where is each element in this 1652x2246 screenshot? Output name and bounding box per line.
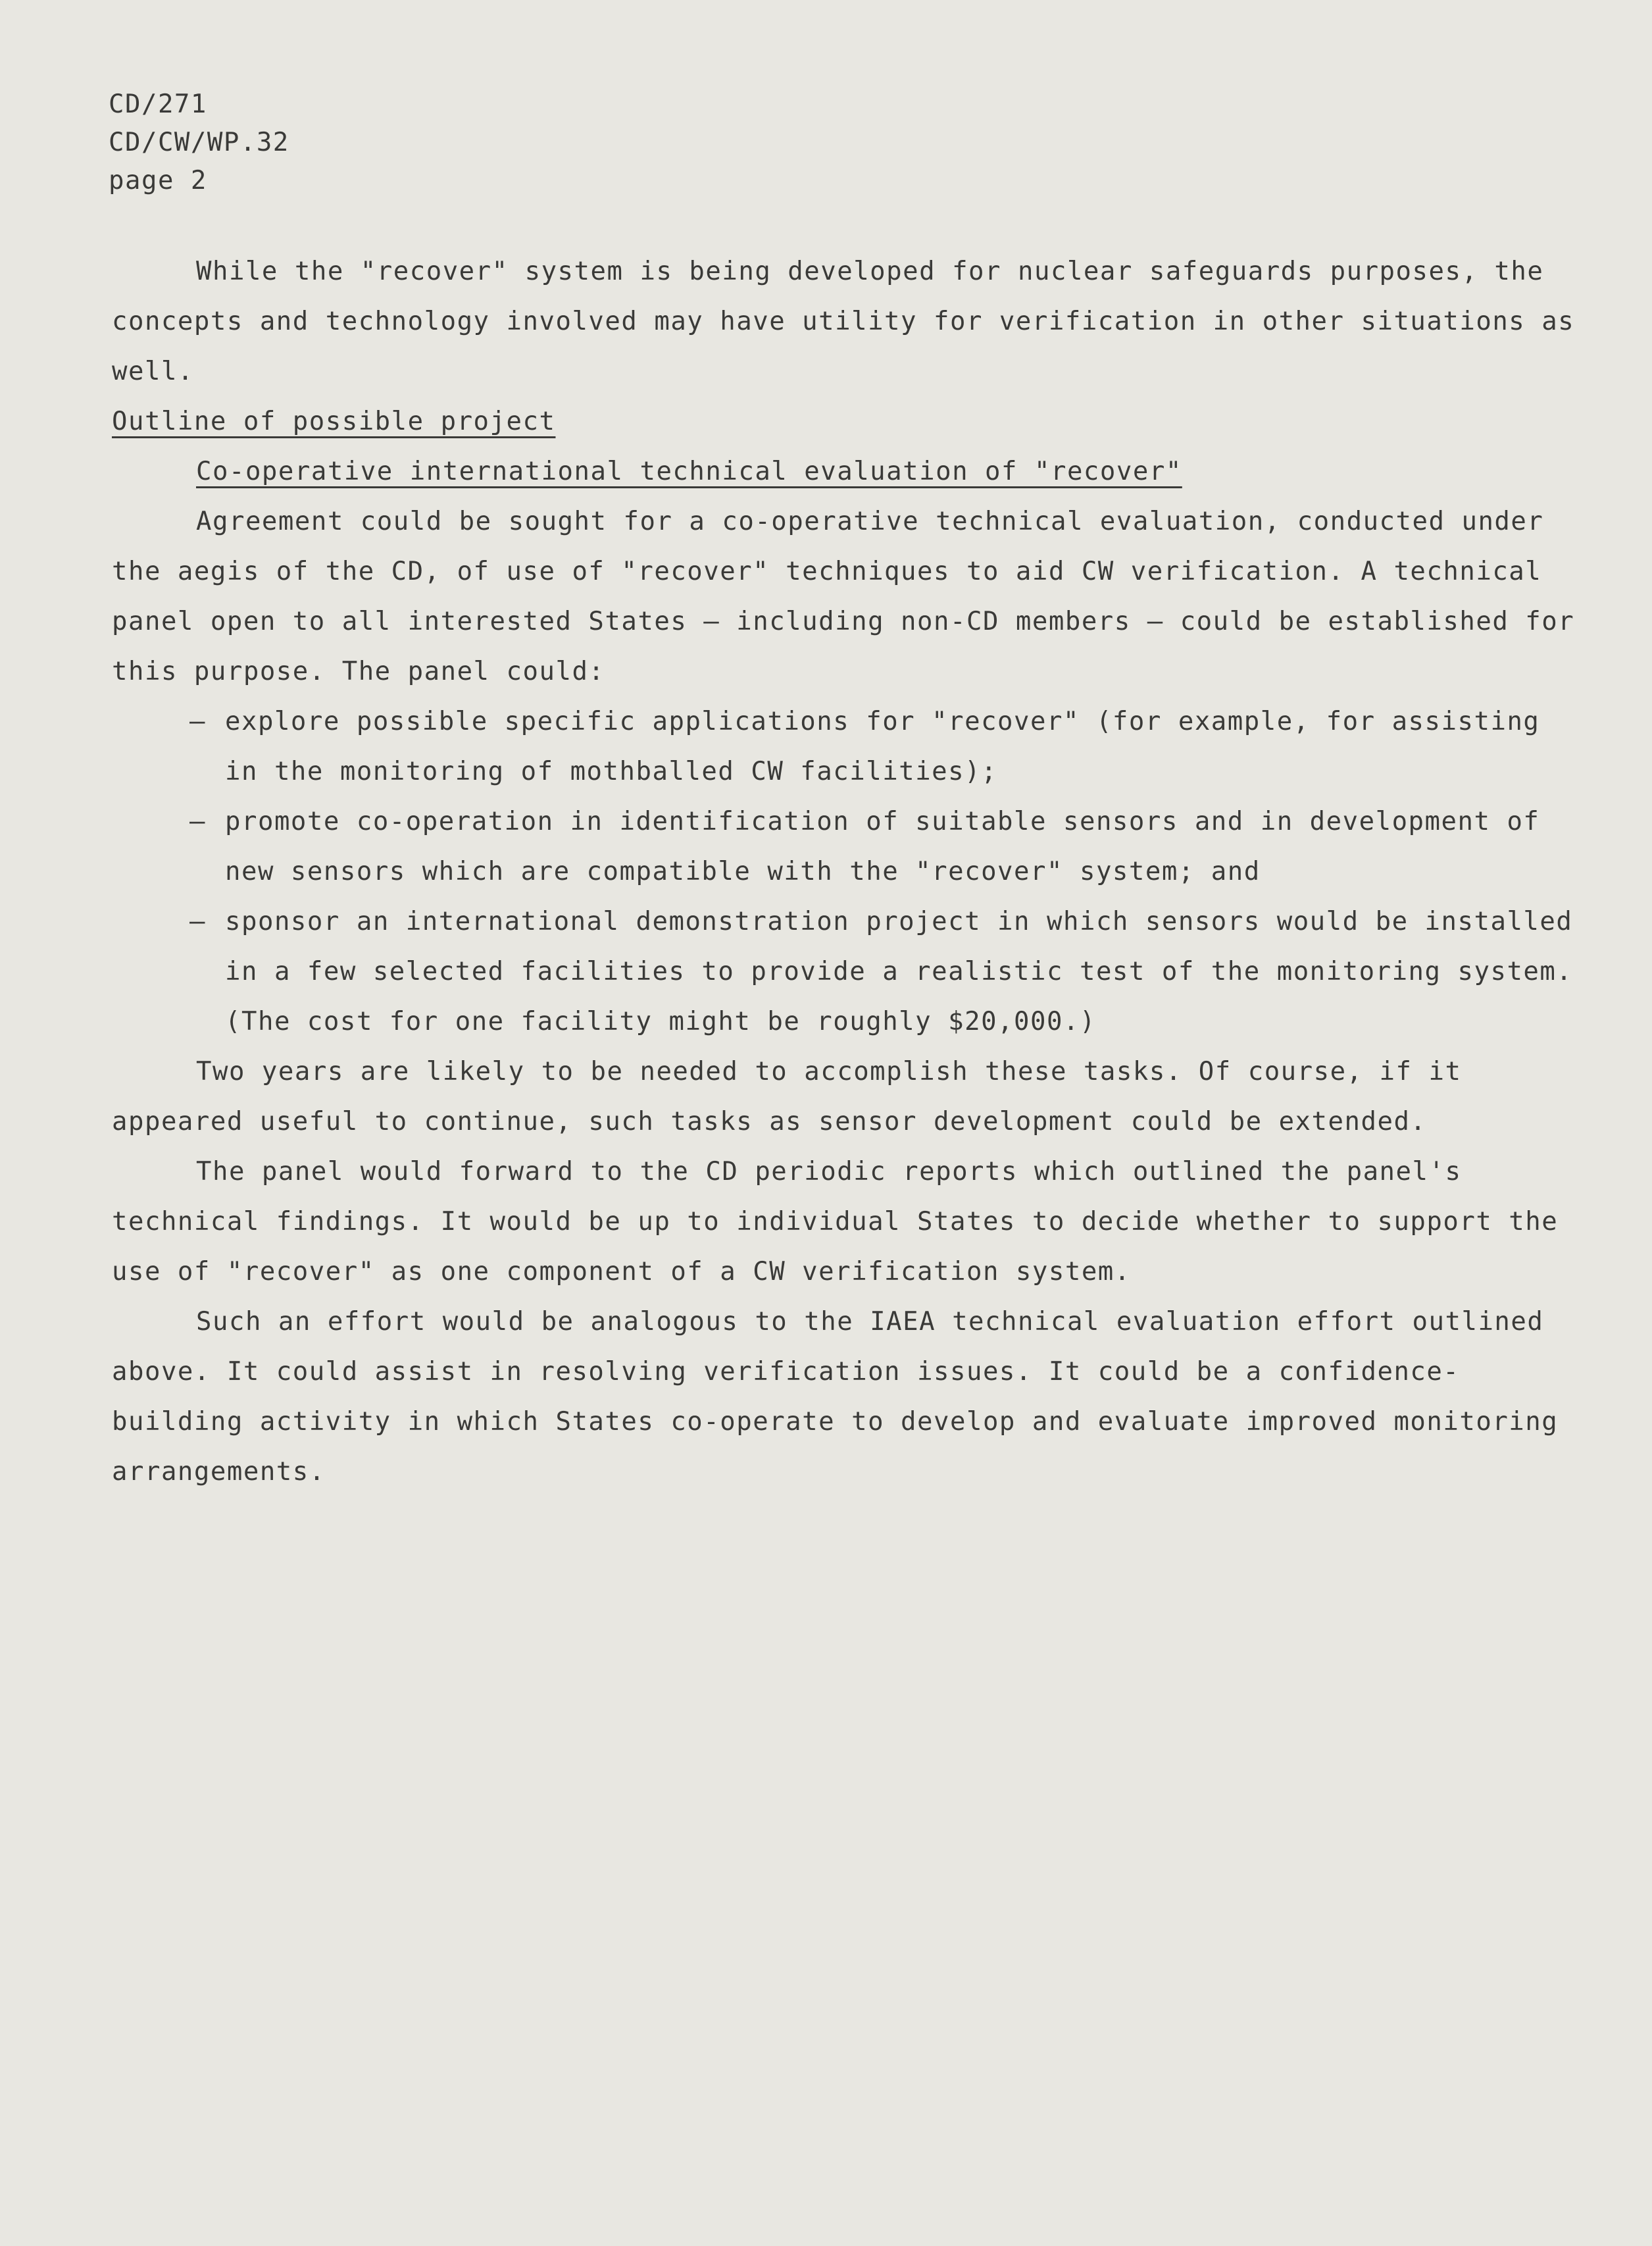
bullet-dash: –: [189, 707, 206, 736]
panel-tasks-list: [112, 697, 1586, 1047]
list-item: [189, 697, 1586, 797]
list-item: [189, 797, 1586, 897]
paragraph-duration: Two years are likely to be needed to accomplish these tasks. Of course, if it appeared useful to continue, such tasks as sensor development could be extended.: [112, 1057, 1462, 1136]
list-item-text: explore possible specific applications for "recover" (for example, for assisting in the monitoring of mothballed CW facilities);: [225, 707, 1540, 786]
list-item-text: sponsor an international demonstration project in which sensors would be installed in a few selected facilities to provide a realistic test of the monitoring system. (The cost for one facility might be roughly $20,000.): [225, 907, 1573, 1036]
paragraph-reports: The panel would forward to the CD periodic reports which outlined the panel's technical findings. It would be up to individual States to decide whether to support the use of "recover" as one component of a CW verification system.: [112, 1157, 1559, 1287]
list-item: [189, 897, 1586, 1047]
subsection-heading: Co-operative international technical evaluation of "recover": [196, 457, 1182, 486]
page-number: page 2: [109, 166, 207, 195]
document-header: [109, 86, 289, 200]
paragraph-analogy: Such an effort would be analogous to the IAEA technical evaluation effort outlined above. It could assist in resolving verification issues. It could be a confidence-building activity in which States co-operate to develop and evaluate improved monitoring arrangements.: [112, 1307, 1559, 1487]
document-symbol-1: CD/271: [109, 89, 207, 119]
paragraph-intro: While the "recover" system is being developed for nuclear safeguards purposes, the concepts and technology involved may have utility for verification in other situations as well.: [112, 257, 1575, 386]
bullet-dash: –: [189, 907, 206, 936]
paragraph-agreement: Agreement could be sought for a co-operative technical evaluation, conducted under the aegis of the CD, of use of "recover" techniques to aid CW verification. A technical panel open to all interested States — including non-CD members — could be established for this purpose. The panel could:: [112, 507, 1575, 686]
bullet-dash: –: [189, 807, 206, 836]
section-heading: Outline of possible project: [112, 407, 556, 436]
document-body: [112, 247, 1586, 1497]
heading-outline-row: [112, 397, 1586, 447]
heading-sub-row: [112, 447, 1586, 497]
document-symbol-2: CD/CW/WP.32: [109, 128, 289, 157]
list-item-text: promote co-operation in identification of suitable sensors and in development of new sensors which are compatible with the "recover" system; and: [225, 807, 1540, 886]
